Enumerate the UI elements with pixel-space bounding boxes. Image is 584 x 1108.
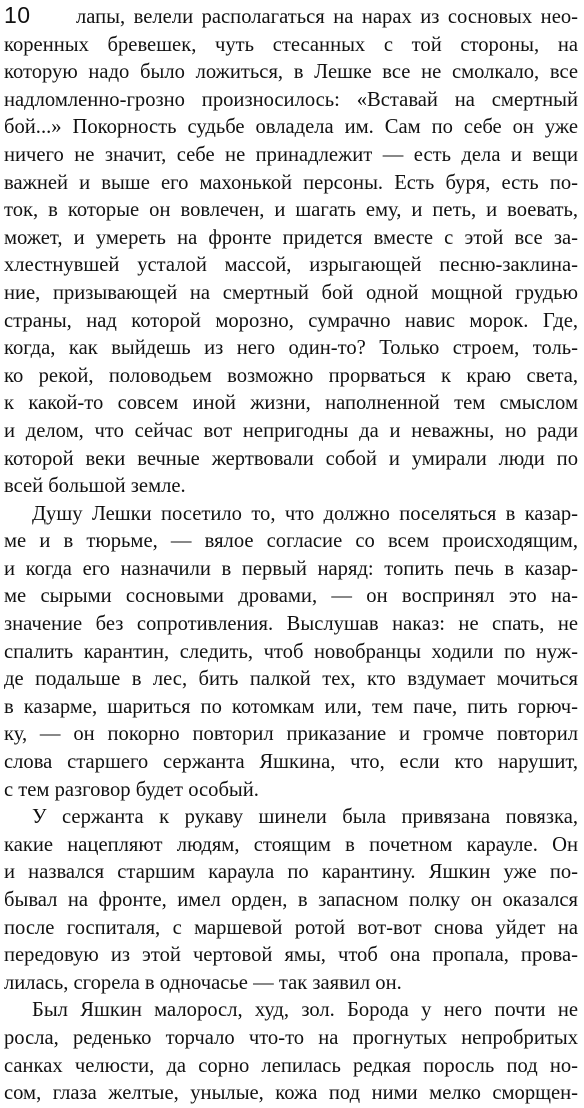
text-line: санках челюсти, да сорно лепилась редкая поросль под но- — [4, 1054, 578, 1077]
text-line: де подальше в лес, бить палкой тех, кто вздумает мочиться — [4, 668, 578, 691]
text-line: когда, как выйдешь из него один-то? Только строем, толь- — [4, 337, 578, 360]
text-line: сом, глаза желтые, унылые, кожа под ними мелко сморщен- — [4, 1082, 578, 1105]
text-line: хлестнувшей усталой массой, изрыгающей песню-заклина- — [4, 254, 578, 277]
text-line: передовую из этой чертовой ямы, чтоб она пропала, прова- — [4, 944, 578, 967]
text-line: после госпиталя, с маршевой ротой вот-вот снова уйдет на — [4, 916, 578, 939]
text-line: бывал на фронте, имел орден, в запасном полку он оказался — [4, 889, 578, 911]
text-line: и когда его назначили в первый наряд: топить печь в казар- — [4, 557, 578, 580]
paragraph — [4, 501, 578, 805]
text-line: лилась, сгорела в одночасье — так заявил он. — [4, 971, 402, 994]
text-line: росла, реденько торчало что-то на прогнутых непробритых — [4, 1026, 578, 1049]
text-line: слова старшего сержанта Яшкина, что, если кто нарушит, — [4, 751, 578, 774]
page-number: 10 — [4, 2, 31, 28]
text-line: которой веки вечные жертвовали собой и умирали люди по — [4, 447, 578, 470]
text-line: спалить карантин, следить, чтоб новобранцы ходили по нуж- — [4, 640, 578, 663]
text-line: страны, над которой морозно, сумрачно навис морок. Где, — [4, 309, 578, 332]
text-line: Был Яшкин малоросл, худ, зол. Борода у него почти не — [32, 999, 578, 1022]
text-line: надломленно-грозно произносилось: «Вставай на смертный — [4, 88, 578, 111]
text-line: значение без сопротивления. Выслушав наказ: не спать, не — [4, 613, 578, 636]
text-line: ток, в которые он вовлечен, и шагать ему, и петь, и воевать, — [4, 199, 578, 222]
paragraph — [4, 804, 578, 997]
text-line: с тем разговор будет особый. — [4, 778, 259, 801]
text-line: ме и в тюрьме, — вялое согласие со всем происходящим, — [4, 530, 578, 553]
paragraph — [4, 997, 578, 1107]
text-line: ме сырыми сосновыми дровами, — он воспринял это на- — [4, 585, 578, 608]
text-line: Душу Лешки посетило то, что должно поселяться в казар- — [32, 502, 578, 525]
text-line: лапы, велели располагаться на нарах из сосновых нео- — [76, 6, 578, 28]
text-line: и назвался старшим караула по карантину. Яшкин уже по- — [4, 861, 578, 884]
text-line: ку, — он покорно повторил приказание и громче повторил — [4, 723, 578, 746]
text-line: ничего не значит, себе не принадлежит — есть дела и вещи — [4, 143, 578, 166]
body-text — [4, 4, 578, 1108]
text-line: бой...» Покорность судьбе овладела им. Сам по себе он уже — [4, 116, 578, 139]
text-line: какие нацепляют людям, стоящим в почетном карауле. Он — [4, 833, 578, 856]
text-line: коренных бревешек, чуть стесанных с той стороны, на — [4, 33, 578, 56]
text-line: которую надо было ложиться, в Лешке все не смолкало, все — [4, 61, 578, 84]
text-line: и делом, что сейчас вот непригодны да и неважны, но ради — [4, 419, 578, 442]
text-line: важней и выше его махонькой персоны. Есть буря, есть по- — [4, 171, 578, 194]
text-line: всей большой земле. — [4, 475, 186, 498]
text-line: ко рекой, половодьем возможно прорваться к краю света, — [4, 364, 578, 387]
text-line: может, и умереть на фронте придется вместе с этой все за- — [4, 226, 578, 249]
text-line: в казарме, шариться по котомкам или, тем паче, пить горюч- — [4, 695, 578, 718]
text-line: У сержанта к рукаву шинели была привязана повязка, — [32, 806, 578, 829]
text-line: ние, призывающей на смертный бой одной мощной грудью — [4, 281, 578, 304]
paragraph — [4, 4, 578, 501]
text-line: к какой-то совсем иной жизни, наполненной тем смыслом — [4, 392, 578, 415]
